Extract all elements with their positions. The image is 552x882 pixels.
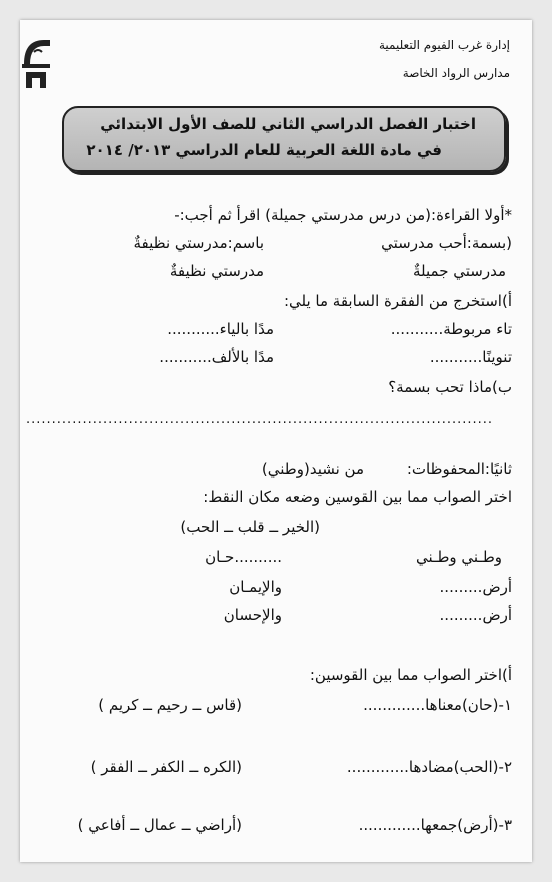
question-2: ٢-(الحب)مضادها............. <box>346 758 512 776</box>
question-3-options: (أراضي ــ عمال ــ أفاعي ) <box>77 816 242 834</box>
header-directorate: إدارة غرب الفيوم التعليمية <box>378 38 510 52</box>
question-a-extract: أ)استخرج من الفقرة السابقة ما يلي: <box>283 292 512 310</box>
school-logo-icon <box>20 34 54 92</box>
reading-heading: *أولا القراءة:(من درس مدرستي جميلة) اقرأ ثم أجب:- <box>174 206 512 224</box>
header-school: مدارس الرواد الخاصة <box>402 66 510 80</box>
exam-title-line1: اختبار الفصل الدراسي الثاني للصف الأول الابتدائي <box>100 115 476 133</box>
answer-line: ........................................................................................... <box>26 412 494 427</box>
word-choices: (الخير ــ قلب ــ الحب) <box>180 518 320 536</box>
exam-title-line2: في مادة اللغة العربية للعام الدراسي ٢٠١٣/ ٢٠١٤ <box>86 141 442 159</box>
memorization-instruction: اختر الصواب مما بين القوسين وضعه مكان النقط: <box>203 488 512 506</box>
poem-line-3-right: أرض......... <box>439 606 512 624</box>
choose-heading: أ)اختر الصواب مما بين القوسين: <box>309 666 512 684</box>
exam-title-box <box>62 106 506 172</box>
reading-line2-right: مدرستي جميلةٌ <box>413 262 506 280</box>
question-1-options: (قاس ــ رحيم ــ كريم ) <box>98 696 242 714</box>
poem-line-3-left: والإحسان <box>223 606 282 624</box>
poem-line-1-left: ..........حـان <box>205 548 282 566</box>
fill-madd-yaa: مدًا بالياء........... <box>167 320 274 338</box>
question-b: ب)ماذا تحب بسمة؟ <box>388 378 512 396</box>
question-3: ٣-(أرض)جمعها............. <box>358 816 512 834</box>
question-1: ١-(حان)معناها............. <box>363 696 512 714</box>
fill-taa-marbouta: تاء مربوطة........... <box>390 320 512 338</box>
poem-line-1-right: وطـني وطـني <box>416 548 502 566</box>
poem-line-2-left: والإيمـان <box>229 578 282 596</box>
poem-line-2-right: أرض......... <box>439 578 512 596</box>
fill-tanween: تنوينًا........... <box>429 348 512 366</box>
reading-line1-left: باسم:مدرستي نظيفةٌ <box>133 234 264 252</box>
exam-page <box>20 20 532 862</box>
question-2-options: (الكره ــ الكفر ــ الفقر ) <box>90 758 242 776</box>
reading-line1-right: (بسمة:أحب مدرستي <box>381 234 512 252</box>
memorization-heading: ثانيًا:المحفوظات: <box>406 460 512 478</box>
memorization-source: من نشيد(وطني) <box>261 460 364 478</box>
fill-madd-alif: مدًا بالألف........... <box>159 348 274 366</box>
reading-line2-left: مدرستي نظيفةٌ <box>169 262 264 280</box>
